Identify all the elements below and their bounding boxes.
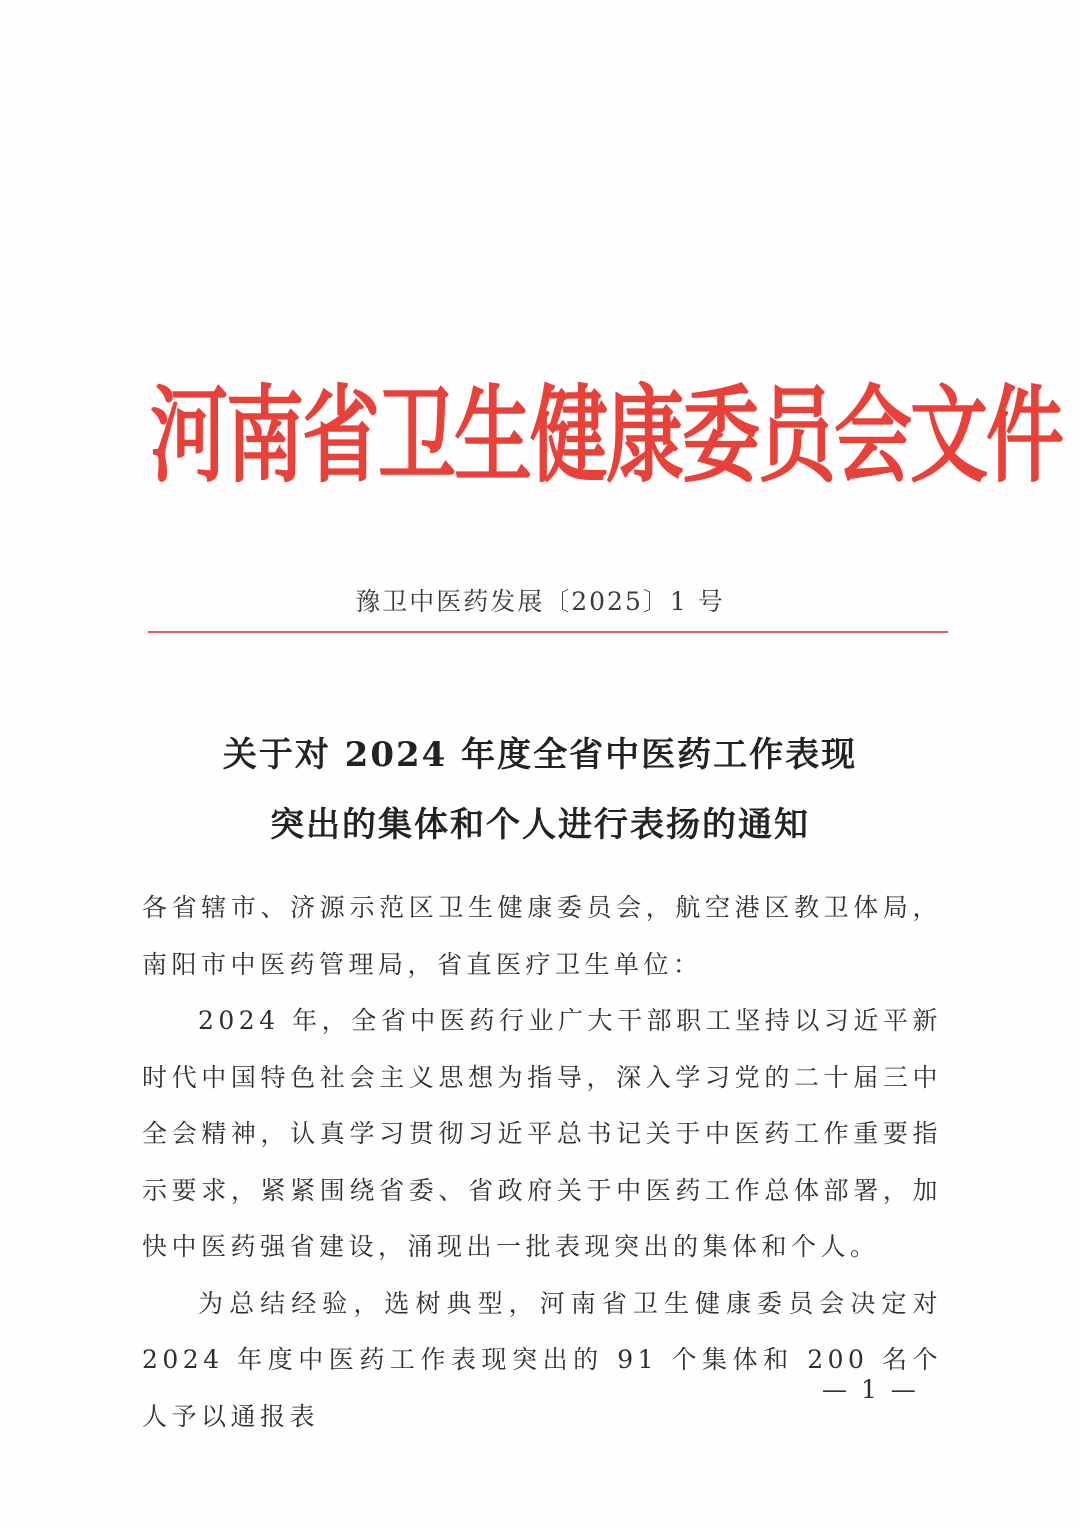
document-number: 豫卫中医药发展〔2025〕1 号 <box>355 587 725 616</box>
body-paragraph-2: 为总结经验，选树典型，河南省卫生健康委员会决定对 2024 年度中医药工作表现突出的 91 个集体和 200 名个人予以通报表 <box>142 1288 942 1431</box>
notice-title-line-2: 突出的集体和个人进行表扬的通知 <box>270 805 810 845</box>
red-separator-line <box>148 631 948 633</box>
body-paragraph-1: 2024 年，全省中医药行业广大干部职工坚持以习近平新时代中国特色社会主义思想为指导，深入学习党的二十届三中全会精神，认真学习贯彻习近平总书记关于中医药工作重要指示要求，紧紧围绕省委、省政府关于中医药工作总体部署，加快中医药强省建设，涌现出一批表现突出的集体和个人。 <box>142 1006 942 1261</box>
notice-body <box>142 880 942 1445</box>
notice-title-line-1: 关于对 2024 年度全省中医药工作表现 <box>222 735 858 775</box>
page-number: — 1 — <box>822 1375 919 1404</box>
issuer-header: 河南省卫生健康委员会文件 <box>150 376 1063 498</box>
recipients-paragraph: 各省辖市、济源示范区卫生健康委员会，航空港区教卫体局，南阳市中医药管理局，省直医疗卫生单位： <box>142 893 942 979</box>
